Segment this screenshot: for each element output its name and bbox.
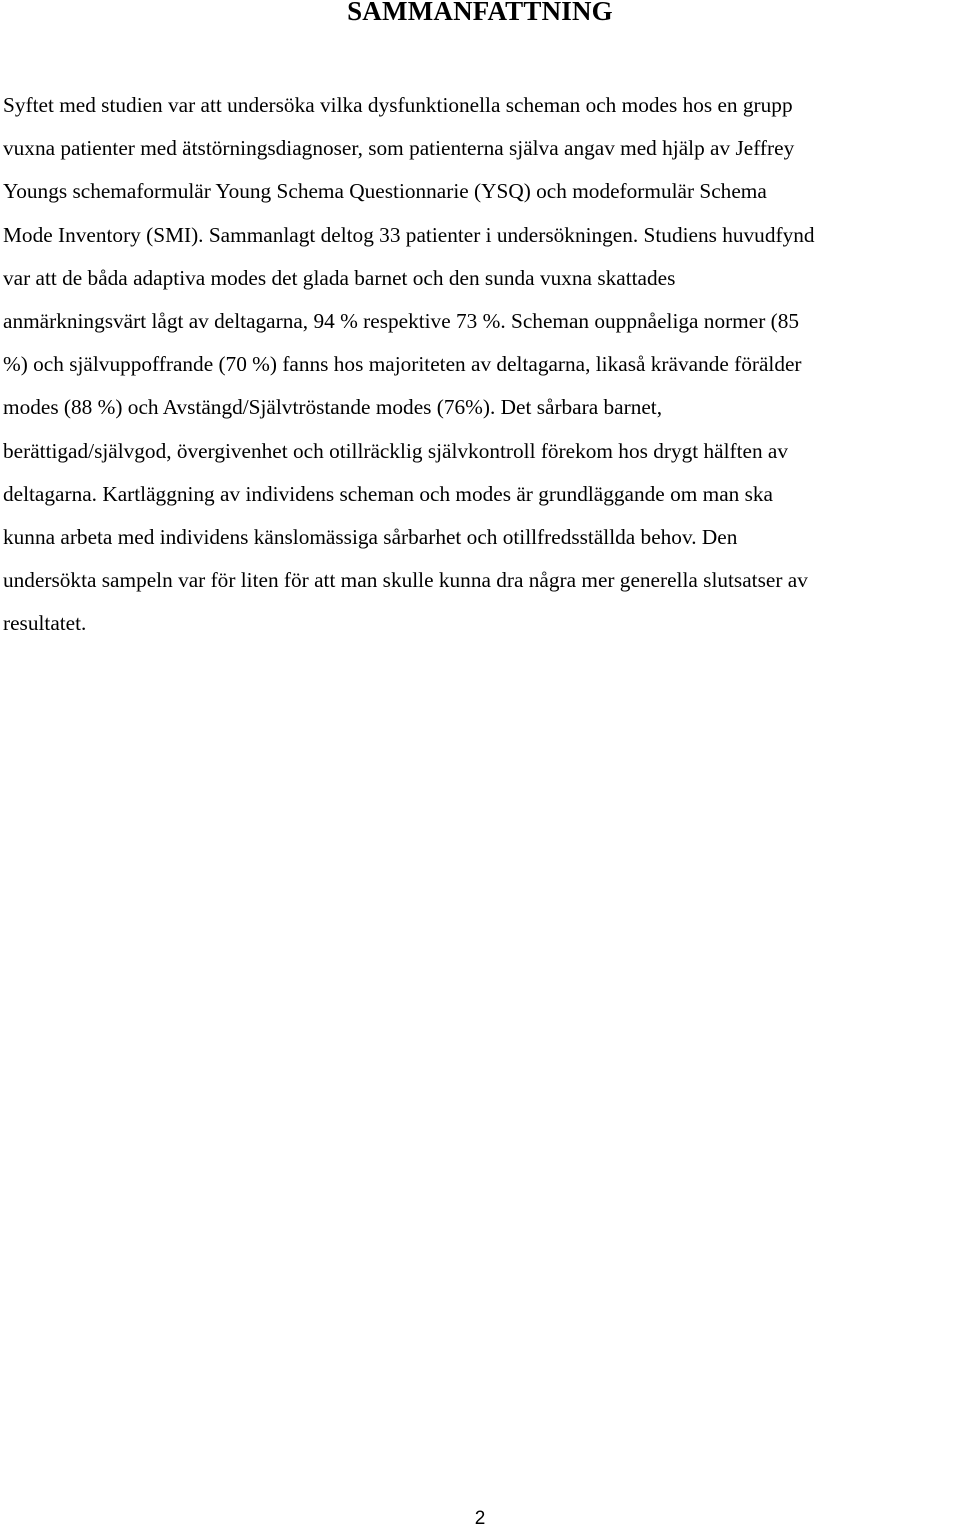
body-line: modes (88 %) och Avstängd/Självtröstande modes (76%). Det sårbara barnet, xyxy=(3,395,663,420)
abstract-paragraph xyxy=(3,84,958,645)
body-line: anmärkningsvärt lågt av deltagarna, 94 % respektive 73 %. Scheman ouppnåeliga normer (85 xyxy=(3,308,800,333)
body-line: undersökta sampeln var för liten för att man skulle kunna dra några mer generella slutsatser av xyxy=(3,568,808,593)
body-line: Syftet med studien var att undersöka vilka dysfunktionella scheman och modes hos en grupp xyxy=(3,93,793,117)
body-line: berättigad/självgod, övergivenhet och otillräcklig självkontroll förekom hos drygt hälften av xyxy=(3,438,789,463)
body-line: Mode Inventory (SMI). Sammanlagt deltog 33 patienter i undersökningen. Studiens huvudfynd xyxy=(3,222,815,247)
page-number: 2 xyxy=(474,1508,486,1529)
body-line: Youngs schemaformulär Young Schema Questionnarie (YSQ) och modeformulär Schema xyxy=(3,179,767,204)
body-line: vuxna patienter med ätstörningsdiagnoser, som patienterna själva angav med hjälp av Jeffrey xyxy=(3,136,795,161)
body-line: resultatet. xyxy=(3,611,87,636)
body-line: kunna arbeta med individens känslomässiga sårbarhet och otillfredsställda behov. Den xyxy=(3,524,738,549)
body-line: %) och självuppoffrande (70 %) fanns hos majoriteten av deltagarna, likaså krävande förälder xyxy=(3,352,802,377)
page-title: SAMMANFATTNING xyxy=(347,0,613,26)
body-line: var att de båda adaptiva modes det glada barnet och den sunda vuxna skattades xyxy=(3,265,676,290)
body-line: deltagarna. Kartläggning av individens scheman och modes är grundläggande om man ska xyxy=(3,481,774,506)
